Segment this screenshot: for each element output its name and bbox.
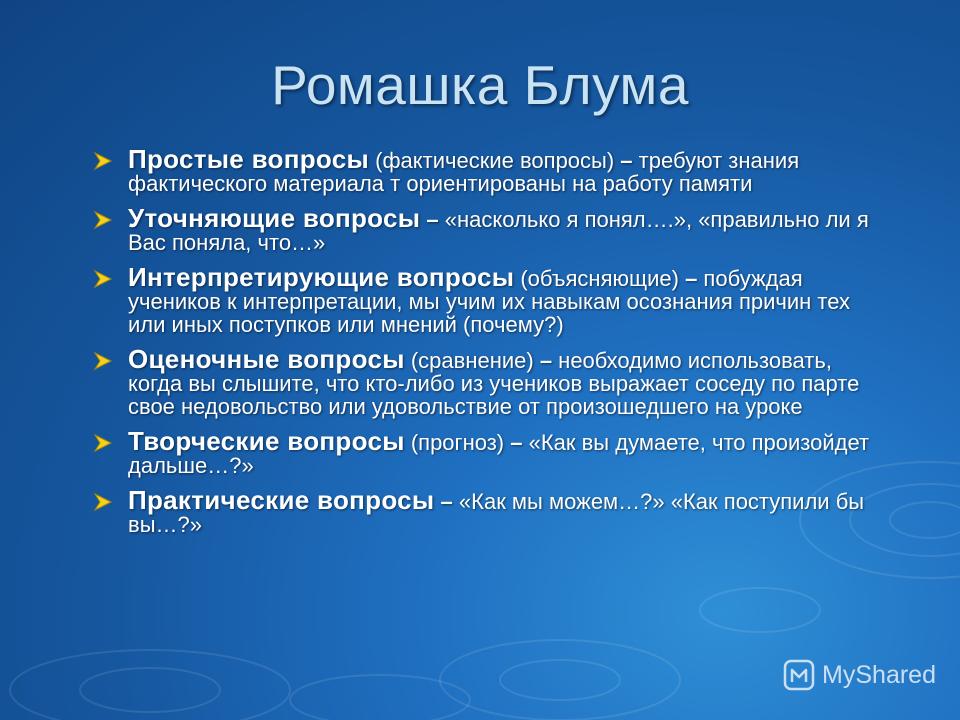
slide-title: Ромашка Блума xyxy=(271,54,689,116)
arrow-bullet-icon xyxy=(92,268,114,290)
list-item xyxy=(92,262,872,337)
item-text: «Как вы думаете, что произойдет дальше…?» xyxy=(128,430,870,478)
item-dash: – xyxy=(685,266,698,291)
item-text: требуют знания фактического материала т ориентированы на работу памяти xyxy=(128,148,800,196)
item-heading: Уточняющие вопросы xyxy=(128,203,421,233)
bullet-list xyxy=(92,144,872,548)
item-dash: – xyxy=(426,207,439,232)
item-aside: (прогноз) xyxy=(404,430,511,455)
list-item xyxy=(92,344,872,419)
item-dash: – xyxy=(539,348,553,373)
myshared-watermark[interactable] xyxy=(782,658,936,692)
item-heading: Практические вопросы xyxy=(128,485,435,515)
item-text: необходимо использовать, когда вы слышите, что кто-либо из учеников выражает соседу по парте свое недовольство или удовольствие от произошедшего на уроке xyxy=(128,348,860,419)
item-dash: – xyxy=(440,489,453,514)
arrow-bullet-icon xyxy=(92,150,114,172)
arrow-bullet-icon xyxy=(92,491,114,513)
item-dash: – xyxy=(510,430,523,455)
myshared-logo-icon xyxy=(782,658,816,692)
arrow-bullet-icon xyxy=(92,209,114,231)
item-heading: Простые вопросы xyxy=(128,144,370,174)
item-dash: – xyxy=(620,148,633,173)
list-item xyxy=(92,426,872,478)
list-item xyxy=(92,485,872,537)
item-aside: (фактические вопросы) xyxy=(369,148,621,173)
list-item xyxy=(92,144,872,196)
item-text: «Как мы можем…?» «Как поступили бы вы…?» xyxy=(128,489,865,537)
item-heading: Оценочные вопросы xyxy=(128,344,405,374)
item-text: «насколько я понял….», «правильно ли я Вас поняла, что…» xyxy=(128,207,869,255)
watermark-label: MyShared xyxy=(822,660,936,689)
item-heading: Творческие вопросы xyxy=(128,426,405,456)
arrow-bullet-icon xyxy=(92,432,114,454)
item-heading: Интерпретирующие вопросы xyxy=(128,262,515,292)
item-aside: (сравнение) xyxy=(404,348,540,373)
arrow-bullet-icon xyxy=(92,350,114,372)
item-aside: (объясняющие) xyxy=(514,266,686,291)
item-text: побуждая учеников к интерпретации, мы учим их навыкам осознания причин тех или иных поступков или мнений (почему?) xyxy=(128,266,850,337)
list-item xyxy=(92,203,872,255)
